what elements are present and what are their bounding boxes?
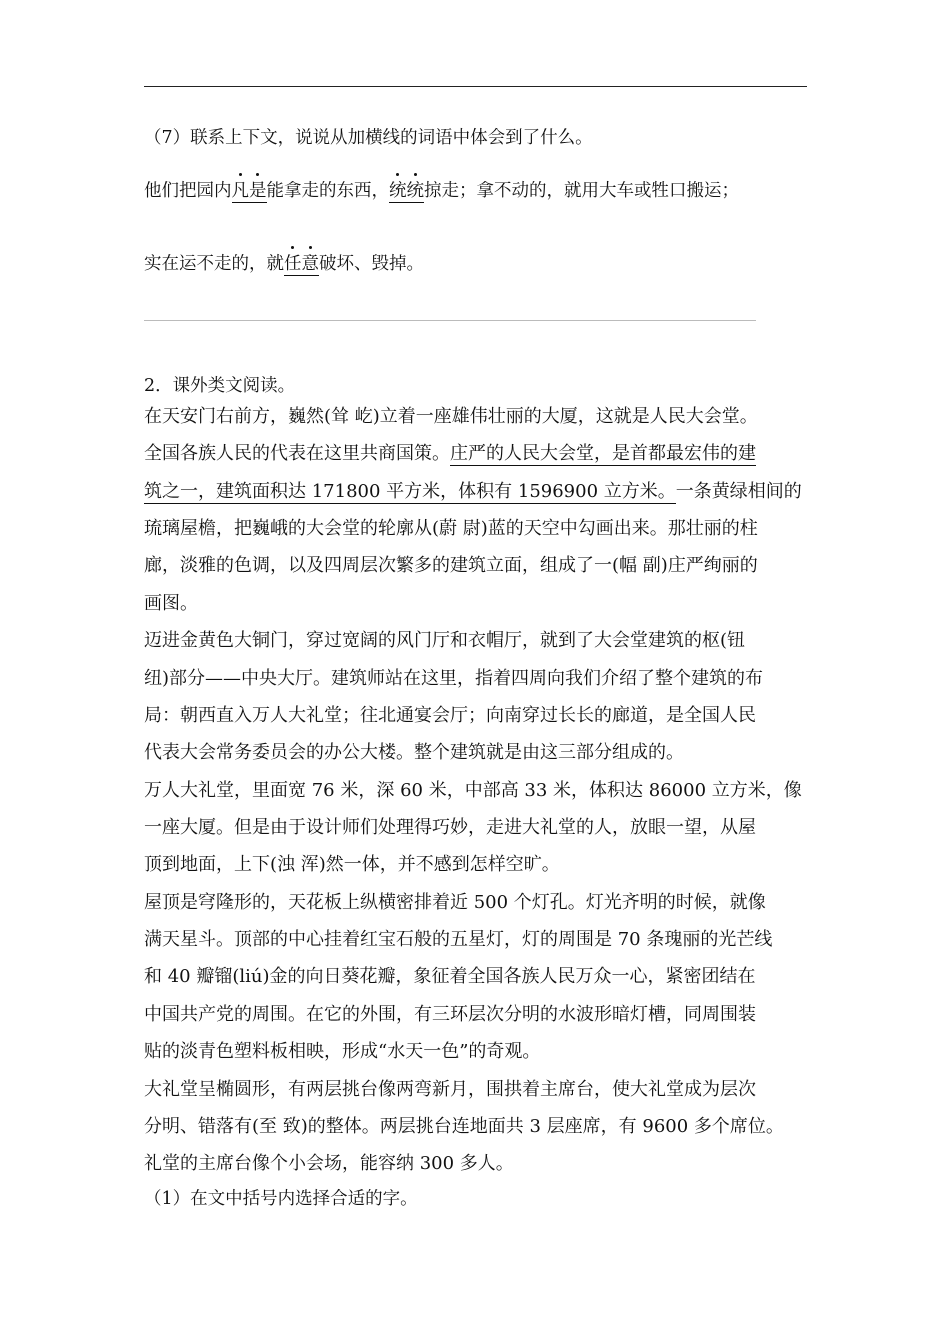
underlined-sentence: 筑之一，建筑面积达 171800 平方米，体积有 1596900 立方米。 (144, 481, 676, 502)
passage-line: 万人大礼堂，里面宽 76 米，深 60 米，中部高 33 米，体积达 86000 立方米，像 (144, 780, 802, 801)
underlined-word-fanshi (232, 181, 267, 203)
sentence-2-text-a: 实在运不走的，就 (144, 254, 284, 274)
passage-line: 代表大会常务委员会的办公大楼。整个建筑就是由这三部分组成的。 (144, 742, 684, 763)
question-1-prompt: （1）在文中括号内选择合适的字。 (144, 1189, 418, 1209)
passage-line: 画图。 (144, 593, 198, 614)
passage-line: 顶到地面，上下(浊 浑)然一体，并不感到怎样空旷。 (144, 854, 560, 875)
passage-line: 和 40 瓣镏(liú)金的向日葵花瓣，象征着全国各族人民万众一心，紧密团结在 (144, 966, 756, 987)
passage-line: 中国共产党的周围。在它的外围，有三环层次分明的水波形暗灯槽，同周围装 (144, 1004, 756, 1025)
passage-line: 贴的淡青色塑料板相映，形成“水天一色”的奇观。 (144, 1041, 541, 1062)
passage-line: 廊，淡雅的色调，以及四周层次繁多的建筑立面，组成了一(幅 副)庄严绚丽的 (144, 555, 758, 576)
top-divider (144, 86, 807, 87)
underlined-word-tongtong (389, 181, 424, 203)
question-7-prompt: （7）联系上下文，说说从加横线的词语中体会到了什么。 (144, 128, 593, 148)
passage-line: 分明、错落有(至 致)的整体。两层挑台连地面共 3 层座席，有 9600 多个席位。 (144, 1116, 784, 1137)
dotted-char: 意 (301, 254, 319, 274)
passage-line: 局：朝西直入万人大礼堂；往北通宴会厅；向南穿过长长的廊道，是全国人民 (144, 705, 756, 726)
passage-text: 一条黄绿相间的 (675, 481, 802, 502)
passage-line: 大礼堂呈椭圆形，有两层挑台像两弯新月，围拱着主席台，使大礼堂成为层次 (144, 1079, 756, 1100)
passage-line: 礼堂的主席台像个小会场，能容纳 300 多人。 (144, 1153, 514, 1174)
passage-line: 屋顶是穹隆形的，天花板上纵横密排着近 500 个灯孔。灯光齐明的时候，就像 (144, 892, 766, 913)
question-7-sentence-2 (144, 252, 424, 276)
underlined-sentence: 庄严的人民大会堂，是首都最宏伟的建 (450, 443, 756, 464)
passage-line: 在天安门右前方，巍然(耸 屹)立着一座雄伟壮丽的大厦，这就是人民大会堂。 (144, 406, 758, 427)
sentence-1-text-c: 掠走；拿不动的，就用大车或牲口搬运； (424, 181, 739, 201)
passage-text: 全国各族人民的代表在这里共商国策。 (144, 443, 450, 464)
sentence-1-text-a: 他们把园内 (144, 181, 232, 201)
passage-line: 一座大厦。但是由于设计师们处理得巧妙，走进大礼堂的人，放眼一望，从屋 (144, 817, 756, 838)
passage-line: 纽)部分——中央大厅。建筑师站在这里，指着四周向我们介绍了整个建筑的布 (144, 668, 764, 689)
dotted-char: 凡 (231, 181, 249, 201)
section-2-heading: 2．课外类文阅读。 (144, 376, 296, 396)
dotted-char: 统 (406, 181, 424, 201)
passage-line: 满天星斗。顶部的中心挂着红宝石般的五星灯，灯的周围是 70 条瑰丽的光芒线 (144, 929, 773, 950)
passage-line (144, 480, 802, 504)
passage-line: 琉璃屋檐，把巍峨的大会堂的轮廓从(蔚 尉)蓝的天空中勾画出来。那壮丽的柱 (144, 518, 758, 539)
passage-line (144, 442, 756, 466)
sentence-1-text-b: 能拿走的东西， (266, 181, 389, 201)
dotted-char: 统 (389, 181, 407, 201)
answer-line (144, 320, 756, 321)
question-7-sentence-1 (144, 179, 739, 203)
underlined-word-renyi (284, 254, 319, 276)
sentence-2-text-b: 破坏、毁掉。 (319, 254, 424, 274)
dotted-char: 是 (249, 181, 267, 201)
dotted-char: 任 (284, 254, 302, 274)
passage-line: 迈进金黄色大铜门，穿过宽阔的风门厅和衣帽厅，就到了大会堂建筑的枢(钮 (144, 630, 746, 651)
